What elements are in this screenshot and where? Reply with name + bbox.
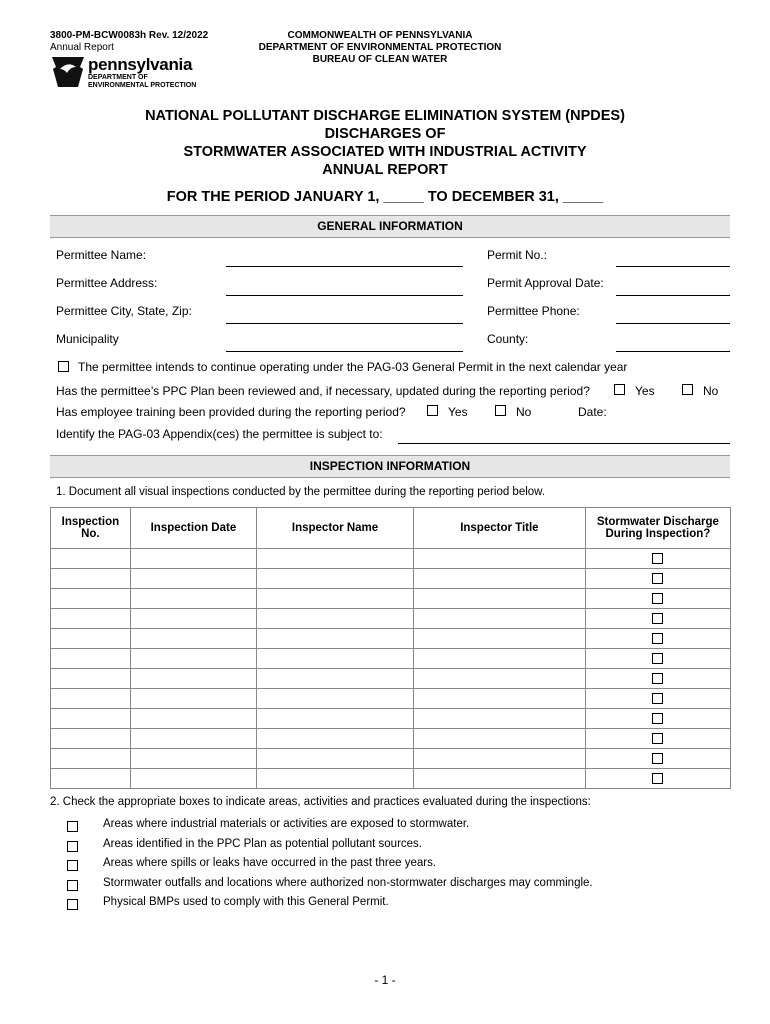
inspection-date-cell[interactable] bbox=[130, 709, 256, 729]
inspection-no-cell[interactable] bbox=[51, 549, 131, 569]
inspection-no-cell[interactable] bbox=[51, 669, 131, 689]
inspection-date-cell[interactable] bbox=[130, 589, 256, 609]
list-item bbox=[66, 877, 726, 897]
permit-no-label: Permit No.: bbox=[487, 248, 548, 262]
discharge-checkbox[interactable] bbox=[652, 773, 663, 784]
appendix-field[interactable] bbox=[398, 443, 730, 444]
table-row bbox=[51, 589, 731, 609]
inspection-date-cell[interactable] bbox=[130, 769, 256, 789]
title-line: DISCHARGES OF bbox=[324, 126, 446, 142]
title-line: NATIONAL POLLUTANT DISCHARGE ELIMINATION SYSTEM (NPDES) bbox=[145, 108, 625, 124]
area-label: Areas where spills or leaks have occurred in the past three years. bbox=[103, 857, 437, 869]
area-label: Stormwater outfalls and locations where authorized non-stormwater discharges may commingle. bbox=[103, 876, 593, 889]
permittee-name-label: Permittee Name: bbox=[56, 248, 147, 262]
agency-line: BUREAU OF CLEAN WATER bbox=[312, 54, 448, 65]
training-no-label: No bbox=[516, 405, 532, 419]
inspection-no-cell[interactable] bbox=[51, 689, 131, 709]
inspector-title-cell[interactable] bbox=[414, 569, 586, 589]
inspection-date-cell[interactable] bbox=[130, 689, 256, 709]
area-label: Areas where industrial materials or activities are exposed to stormwater. bbox=[103, 818, 470, 830]
table-row bbox=[51, 549, 731, 569]
inspector-title-cell[interactable] bbox=[414, 769, 586, 789]
inspection-no-cell[interactable] bbox=[51, 629, 131, 649]
page-number: - 1 - bbox=[374, 973, 396, 987]
inspection-date-cell[interactable] bbox=[130, 629, 256, 649]
discharge-cell bbox=[585, 649, 730, 669]
inspection-no-cell[interactable] bbox=[51, 589, 131, 609]
list-item bbox=[66, 838, 726, 858]
discharge-checkbox[interactable] bbox=[652, 713, 663, 724]
inspection-item-2: 2. Check the appropriate boxes to indicate areas, activities and practices evaluated during the inspections: bbox=[50, 796, 591, 808]
page-title bbox=[0, 107, 770, 179]
table-row bbox=[51, 569, 731, 589]
discharge-checkbox[interactable] bbox=[652, 613, 663, 624]
discharge-checkbox[interactable] bbox=[652, 633, 663, 644]
inspector-title-cell[interactable] bbox=[414, 669, 586, 689]
col-inspection-no: Inspection No. bbox=[51, 508, 131, 549]
table-row bbox=[51, 689, 731, 709]
inspector-name-cell[interactable] bbox=[257, 549, 414, 569]
discharge-checkbox[interactable] bbox=[652, 673, 663, 684]
table-row bbox=[51, 709, 731, 729]
inspection-table-body bbox=[51, 549, 731, 789]
inspection-table bbox=[50, 507, 731, 789]
report-type: Annual Report bbox=[50, 42, 114, 53]
discharge-checkbox[interactable] bbox=[652, 733, 663, 744]
inspection-date-cell[interactable] bbox=[130, 749, 256, 769]
training-yes-checkbox[interactable] bbox=[427, 405, 438, 416]
inspector-name-cell[interactable] bbox=[257, 649, 414, 669]
inspector-title-cell[interactable] bbox=[414, 629, 586, 649]
inspector-name-cell[interactable] bbox=[257, 689, 414, 709]
keystone-icon bbox=[50, 55, 86, 89]
inspection-info-heading: INSPECTION INFORMATION bbox=[50, 455, 730, 478]
list-item bbox=[66, 818, 726, 838]
continue-operating-checkbox[interactable] bbox=[58, 361, 69, 372]
reporting-period: FOR THE PERIOD JANUARY 1, _____ TO DECEMBER 31, _____ bbox=[166, 189, 604, 205]
municipality-label: Municipality bbox=[56, 332, 119, 346]
inspector-name-cell[interactable] bbox=[257, 569, 414, 589]
discharge-checkbox[interactable] bbox=[652, 653, 663, 664]
inspector-name-cell[interactable] bbox=[257, 609, 414, 629]
list-item bbox=[66, 896, 726, 916]
form-id: 3800-PM-BCW0083h Rev. 12/2022 bbox=[50, 30, 209, 41]
inspection-date-cell[interactable] bbox=[130, 729, 256, 749]
area-checkbox[interactable] bbox=[67, 899, 78, 910]
discharge-cell bbox=[585, 629, 730, 649]
discharge-cell bbox=[585, 689, 730, 709]
permittee-address-label: Permittee Address: bbox=[56, 276, 158, 290]
municipality-field[interactable] bbox=[226, 351, 463, 352]
inspector-title-cell[interactable] bbox=[414, 549, 586, 569]
pa-logo bbox=[50, 55, 220, 91]
ppc-yes-checkbox[interactable] bbox=[614, 384, 625, 395]
continue-operating-label: The permittee intends to continue operating under the PAG-03 General Permit in the next calendar year bbox=[78, 360, 628, 374]
inspection-date-cell[interactable] bbox=[130, 569, 256, 589]
training-yes-label: Yes bbox=[448, 405, 468, 419]
permittee-city-field[interactable] bbox=[226, 323, 463, 324]
table-row bbox=[51, 729, 731, 749]
inspector-title-cell[interactable] bbox=[414, 589, 586, 609]
county-field[interactable] bbox=[616, 351, 730, 352]
appendix-question: Identify the PAG-03 Appendix(ces) the permittee is subject to: bbox=[56, 427, 383, 441]
inspection-date-cell[interactable] bbox=[130, 549, 256, 569]
inspector-title-cell[interactable] bbox=[414, 729, 586, 749]
table-row bbox=[51, 749, 731, 769]
discharge-checkbox[interactable] bbox=[652, 753, 663, 764]
title-line: STORMWATER ASSOCIATED WITH INDUSTRIAL ACTIVITY bbox=[183, 144, 587, 160]
permit-approval-date-field[interactable] bbox=[616, 295, 730, 296]
area-checkbox[interactable] bbox=[67, 821, 78, 832]
table-row bbox=[51, 769, 731, 789]
area-checkbox[interactable] bbox=[67, 841, 78, 852]
col-inspection-date: Inspection Date bbox=[130, 508, 256, 549]
discharge-checkbox[interactable] bbox=[652, 573, 663, 584]
discharge-cell bbox=[585, 609, 730, 629]
inspector-name-cell[interactable] bbox=[257, 709, 414, 729]
ppc-no-checkbox[interactable] bbox=[682, 384, 693, 395]
permittee-address-field[interactable] bbox=[226, 295, 463, 296]
general-info-heading: GENERAL INFORMATION bbox=[50, 215, 730, 238]
logo-subtitle: DEPARTMENT OF ENVIRONMENTAL PROTECTION bbox=[88, 74, 197, 89]
discharge-checkbox[interactable] bbox=[652, 553, 663, 564]
training-question: Has employee training been provided during the reporting period? bbox=[56, 405, 406, 419]
inspection-no-cell[interactable] bbox=[51, 649, 131, 669]
permittee-phone-label: Permittee Phone: bbox=[487, 304, 580, 318]
permittee-name-field[interactable] bbox=[226, 266, 463, 267]
agency-line: COMMONWEALTH OF PENNSYLVANIA bbox=[287, 30, 473, 41]
inspector-title-cell[interactable] bbox=[414, 749, 586, 769]
inspector-title-cell[interactable] bbox=[414, 609, 586, 629]
title-line: ANNUAL REPORT bbox=[322, 162, 448, 178]
permittee-city-label: Permittee City, State, Zip: bbox=[56, 304, 192, 318]
areas-list bbox=[66, 818, 726, 916]
inspection-date-cell[interactable] bbox=[130, 669, 256, 689]
permit-approval-date-label: Permit Approval Date: bbox=[487, 276, 604, 290]
inspection-item-1: 1. Document all visual inspections conducted by the permittee during the reporting period below. bbox=[56, 486, 546, 498]
discharge-cell bbox=[585, 709, 730, 729]
table-row bbox=[51, 609, 731, 629]
inspection-no-cell[interactable] bbox=[51, 709, 131, 729]
area-checkbox[interactable] bbox=[67, 860, 78, 871]
table-row bbox=[51, 649, 731, 669]
agency-block bbox=[230, 30, 530, 66]
permittee-phone-field[interactable] bbox=[616, 323, 730, 324]
inspector-title-cell[interactable] bbox=[414, 709, 586, 729]
col-stormwater-discharge: Stormwater Discharge During Inspection? bbox=[585, 508, 730, 549]
inspector-name-cell[interactable] bbox=[257, 749, 414, 769]
table-header-row bbox=[51, 508, 731, 549]
table-row bbox=[51, 629, 731, 649]
training-date-label: Date: bbox=[578, 405, 607, 419]
area-label: Physical BMPs used to comply with this General Permit. bbox=[103, 896, 389, 908]
discharge-cell bbox=[585, 729, 730, 749]
discharge-cell bbox=[585, 549, 730, 569]
discharge-cell bbox=[585, 589, 730, 609]
inspection-no-cell[interactable] bbox=[51, 749, 131, 769]
permit-no-field[interactable] bbox=[616, 266, 730, 267]
inspection-date-cell[interactable] bbox=[130, 609, 256, 629]
inspector-name-cell[interactable] bbox=[257, 769, 414, 789]
col-inspector-name: Inspector Name bbox=[257, 508, 414, 549]
ppc-question: Has the permittee’s PPC Plan been reviewed and, if necessary, updated during the reporting period? bbox=[56, 384, 590, 398]
area-checkbox[interactable] bbox=[67, 880, 78, 891]
training-no-checkbox[interactable] bbox=[495, 405, 506, 416]
inspection-date-cell[interactable] bbox=[130, 649, 256, 669]
discharge-cell bbox=[585, 769, 730, 789]
inspection-no-cell[interactable] bbox=[51, 569, 131, 589]
inspector-title-cell[interactable] bbox=[414, 689, 586, 709]
table-row bbox=[51, 669, 731, 689]
ppc-yes-label: Yes bbox=[635, 384, 655, 398]
inspector-name-cell[interactable] bbox=[257, 729, 414, 749]
inspector-name-cell[interactable] bbox=[257, 669, 414, 689]
area-label: Areas identified in the PPC Plan as potential pollutant sources. bbox=[103, 837, 422, 850]
discharge-cell bbox=[585, 569, 730, 589]
inspector-title-cell[interactable] bbox=[414, 649, 586, 669]
list-item bbox=[66, 857, 726, 877]
county-label: County: bbox=[487, 332, 529, 346]
inspection-no-cell[interactable] bbox=[51, 729, 131, 749]
discharge-cell bbox=[585, 749, 730, 769]
discharge-checkbox[interactable] bbox=[652, 693, 663, 704]
discharge-cell bbox=[585, 669, 730, 689]
inspector-name-cell[interactable] bbox=[257, 589, 414, 609]
inspection-no-cell[interactable] bbox=[51, 609, 131, 629]
logo-wordmark: pennsylvania bbox=[88, 55, 193, 74]
ppc-no-label: No bbox=[703, 384, 719, 398]
agency-line: DEPARTMENT OF ENVIRONMENTAL PROTECTION bbox=[258, 42, 502, 53]
inspector-name-cell[interactable] bbox=[257, 629, 414, 649]
col-inspector-title: Inspector Title bbox=[414, 508, 586, 549]
inspection-no-cell[interactable] bbox=[51, 769, 131, 789]
discharge-checkbox[interactable] bbox=[652, 593, 663, 604]
